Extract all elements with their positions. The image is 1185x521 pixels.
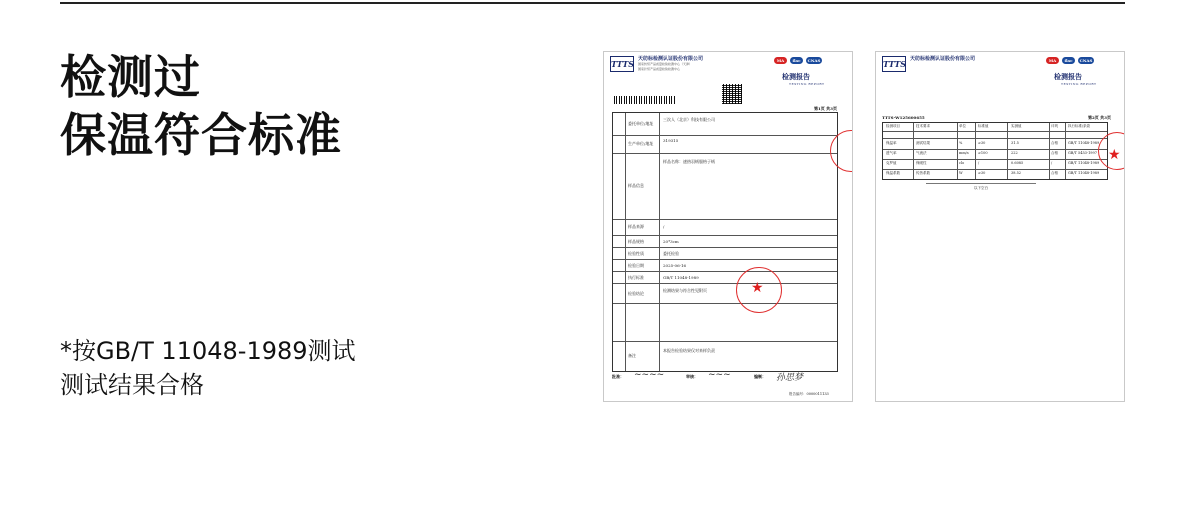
cell: mm/s [959, 151, 969, 155]
form-row-label: 样品信息 [628, 183, 644, 188]
header-cell: 技术要求 [916, 124, 930, 128]
form-row-label: 样品规格 [628, 239, 644, 244]
org-name: 天纺标检测认证股份有限公司 [638, 56, 704, 62]
cell: GB/T 11048-1989 [1068, 141, 1100, 145]
org-name: 天纺标检测认证股份有限公司 [910, 56, 976, 62]
ilac-mark-icon: ilac [1062, 57, 1075, 64]
top-divider [60, 2, 1125, 4]
cma-mark-icon: MA [774, 57, 787, 64]
headline [60, 48, 342, 164]
report-number: 报告编号：0000011133 [789, 392, 829, 396]
test-report-page-1 [603, 51, 853, 402]
header-cell: 执行标准/条款 [1068, 124, 1091, 128]
cell: 测试结果 [916, 141, 930, 145]
end-divider [926, 183, 1036, 184]
org-line-2: 国家针织产品质量检验检测中心 [638, 67, 681, 71]
form-row-value: 样品名称：速热羽绒服格子绒 [663, 159, 715, 164]
reviewer-label: 审核： [686, 374, 698, 379]
form-row-value: / [663, 224, 665, 229]
cell: clo [959, 161, 965, 165]
page-number: 第2页 共3页 [1088, 115, 1111, 120]
qr-code-icon [722, 84, 742, 104]
cell: 保温系数 [886, 171, 900, 175]
cell: 38.52 [1011, 171, 1022, 175]
header-cell: 单位 [959, 124, 966, 128]
cell: ≥100 [978, 151, 988, 155]
cell: 31.5 [1011, 141, 1019, 145]
report-code: TTTS-W125600655 [882, 115, 925, 120]
cnas-mark-icon: CNAS [1079, 58, 1093, 63]
test-report-page-2 [875, 51, 1125, 402]
ilac-mark-icon: ilac [790, 57, 803, 64]
seal-star-icon: ★ [751, 280, 764, 296]
cell: 0.6085 [1011, 161, 1024, 165]
org-line-1: 国家纺织产品质量检验检测中心（天津） [638, 62, 693, 66]
report-title: 检测报告 [782, 72, 810, 81]
cell: 保暖性 [916, 161, 927, 165]
results-table [882, 122, 1108, 180]
cell: GB/T 5453-1997 [1068, 151, 1097, 155]
cell: 222 [1011, 151, 1018, 155]
header-cell: 检测项目 [886, 124, 900, 128]
header-cell: 评判 [1051, 124, 1058, 128]
cell: 合格 [1051, 171, 1058, 175]
cell: 克罗值 [886, 161, 897, 165]
form-row-label: 检验结论 [628, 291, 644, 296]
cell: 保温率 [886, 141, 897, 145]
report-form-table [612, 112, 838, 372]
ttts-logo: TTTS [610, 56, 634, 72]
form-row-value: GB/T 11048-1989 [663, 275, 699, 280]
form-row-label: 样品来源 [628, 224, 644, 229]
seal-star-icon: ★ [1108, 147, 1121, 163]
form-row-value: 本报告检验结果仅对来样负责 [663, 348, 715, 353]
compiler-label: 编制： [754, 374, 766, 379]
form-row-value: 20*3cm [663, 239, 679, 244]
reviewer-signature-icon: ~~~ [708, 370, 731, 380]
cnas-mark-icon: CNAS [807, 58, 821, 63]
header-cell: 标准值 [978, 124, 989, 128]
form-row-label: 检验性质 [628, 251, 644, 256]
ttts-logo: TTTS [882, 56, 906, 72]
approver-signature-icon: ~~~~ [634, 370, 665, 380]
headline-line-1: 检测过 [60, 50, 201, 104]
cell: / [1051, 161, 1053, 165]
barcode-icon [614, 96, 676, 104]
form-row-value: 委托检验 [663, 251, 679, 256]
test-standard-note [60, 334, 356, 402]
form-row-value: 三次人（北京）科技有限公司 [663, 117, 715, 122]
cell: % [959, 141, 963, 145]
form-row-label: 备注 [628, 353, 636, 358]
cell: ≥30 [978, 171, 986, 175]
cell: 合格 [1051, 141, 1058, 145]
cell: 透气率 [886, 151, 897, 155]
report-subtitle: TESTING REPORT [789, 82, 825, 86]
cell: GB/T 11048-1989 [1068, 171, 1100, 175]
note-line-2: 测试结果合格 [60, 371, 204, 399]
page-number: 第1页 共3页 [814, 106, 837, 111]
form-row-label: 执行标准 [628, 275, 644, 280]
header-cell: 实测值 [1011, 124, 1022, 128]
note-line-1: *按GB/T 11048-1989测试 [60, 337, 356, 365]
form-row-label: 委托单位/地址 [628, 121, 654, 126]
form-row-value: 319315 [663, 138, 679, 143]
compiler-signature: 孙思梦 [776, 373, 804, 383]
cell: GB/T 11048-1989 [1068, 161, 1100, 165]
end-of-data-text: 以下空白 [974, 186, 988, 190]
approver-label: 批准： [612, 374, 624, 379]
cell: 气流法 [916, 151, 927, 155]
cell: W [959, 171, 963, 175]
report-subtitle: TESTING REPORT [1061, 82, 1097, 86]
form-row-value: 2025-06-16 [663, 263, 687, 268]
form-row-label: 生产单位/地址 [628, 141, 654, 146]
form-row-label: 检验日期 [628, 263, 644, 268]
cma-mark-icon: MA [1046, 57, 1059, 64]
cell: 合格 [1051, 151, 1058, 155]
cell: / [978, 161, 980, 165]
cell: 传热系数 [916, 171, 930, 175]
report-title: 检测报告 [1054, 72, 1082, 81]
form-row-value: 检测结果与符合性见附页 [663, 288, 707, 293]
headline-line-2: 保温符合标准 [60, 108, 342, 162]
cell: ≥30 [978, 141, 986, 145]
